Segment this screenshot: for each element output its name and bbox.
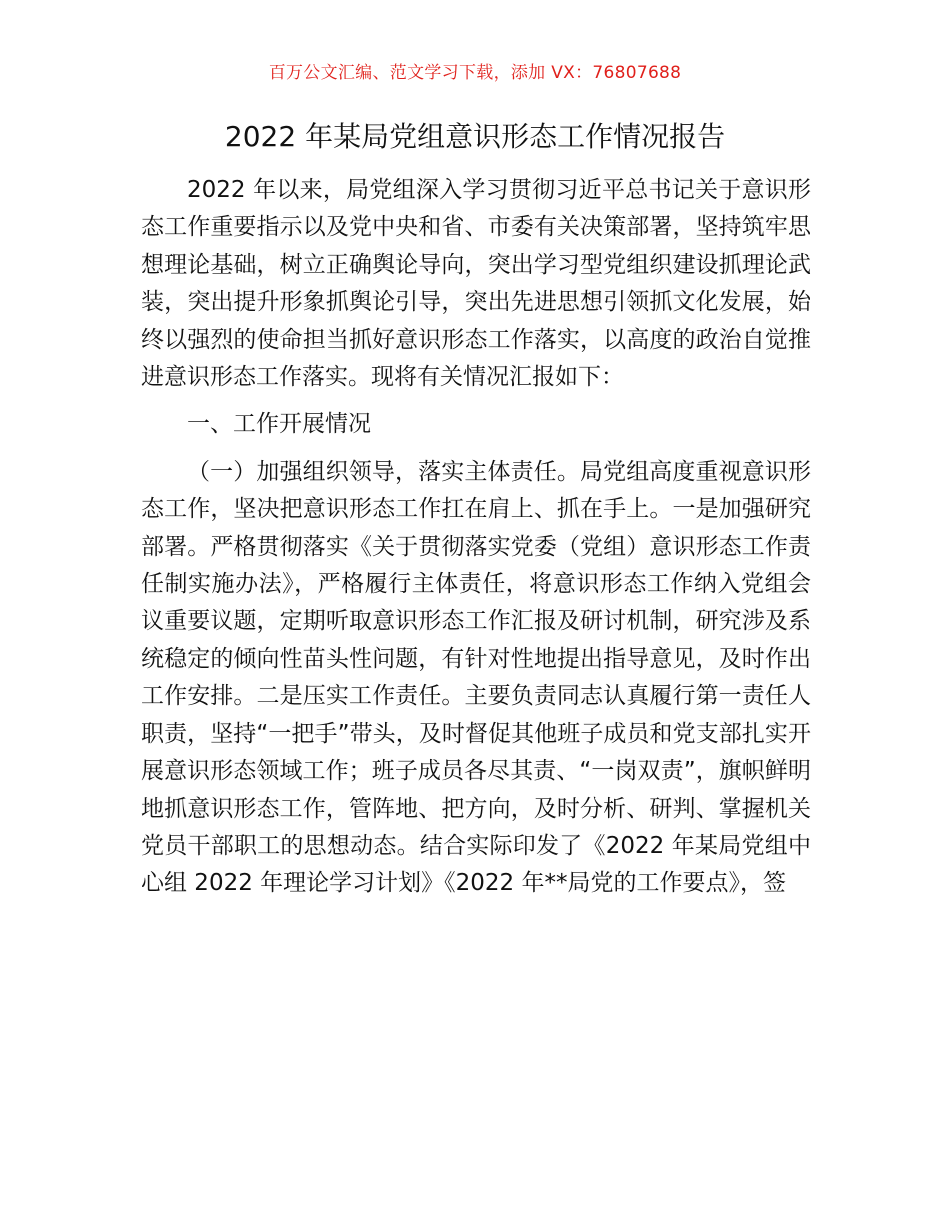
document-title: 2022 年某局党组意识形态工作情况报告	[224, 120, 726, 153]
header-watermark-text: 百万公文汇编、范文学习下载，添加 VX：76807688	[268, 63, 682, 83]
document-body	[141, 172, 811, 903]
section-heading-work-progress: 一、工作开展情况	[187, 411, 371, 438]
intro-paragraph: 2022 年以来，局党组深入学习贯彻习近平总书记关于意识形态工作重要指示以及党中央和省、市委有关决策部署，坚持筑牢思想理论基础，树立正确舆论导向，突出学习型党组织建设抓理论武装，突出提升形象抓舆论引导，突出先进思想引领抓文化发展，始终以强烈的使命担当抓好意识形态工作落实，以高度的政治自觉推进意识形态工作落实。现将有关情况汇报如下：	[141, 177, 811, 391]
subsection-paragraph-organization-leadership: （一）加强组织领导，落实主体责任。局党组高度重视意识形态工作，坚决把意识形态工作扛在肩上、抓在手上。一是加强研究部署。严格贯彻落实《关于贯彻落实党委（党组）意识形态工作责任制实施办法》，严格履行主体责任，将意识形态工作纳入党组会议重要议题，定期听取意识形态工作汇报及研讨机制，研究涉及系统稳定的倾向性苗头性问题，有针对性地提出指导意见，及时作出工作安排。二是压实工作责任。主要负责同志认真履行第一责任人职责，坚持“一把手”带头，及时督促其他班子成员和党支部扎实开展意识形态领域工作；班子成员各尽其责、“一岗双责”，旗帜鲜明地抓意识形态工作，管阵地、把方向，及时分析、研判、掌握机关党员干部职工的思想动态。结合实际印发了《2022 年某局党组中心组 2022 年理论学习计划》《2022 年**局党的工作要点》，签	[141, 458, 811, 897]
